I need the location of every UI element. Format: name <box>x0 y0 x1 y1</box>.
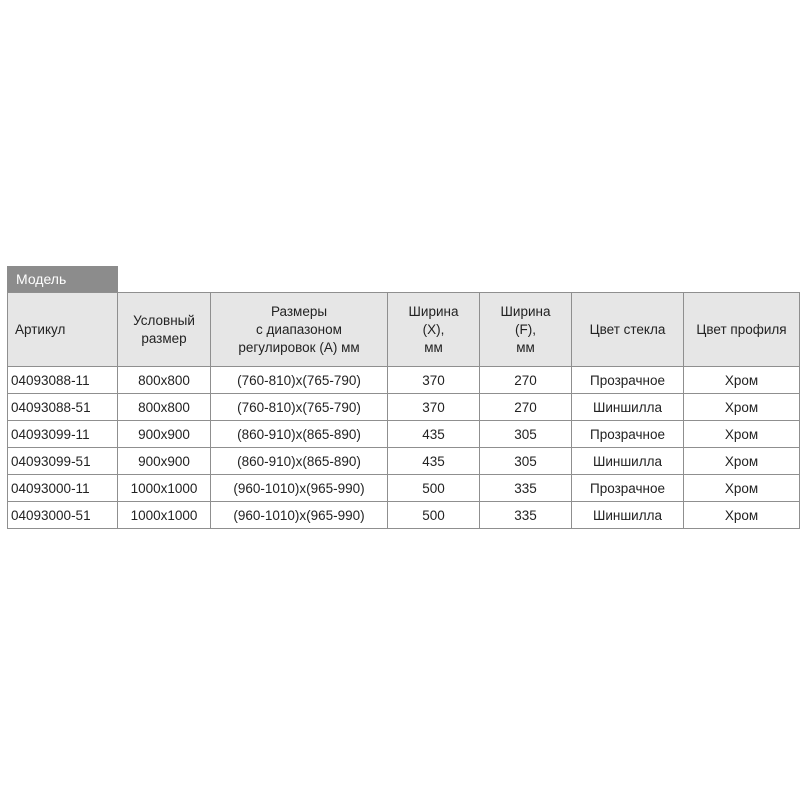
cell-width-f: 335 <box>480 502 572 529</box>
cell-range: (960-1010)x(965-990) <box>211 502 388 529</box>
cell-article: 04093099-51 <box>8 448 118 475</box>
cell-range: (860-910)x(865-890) <box>211 448 388 475</box>
cell-range: (960-1010)x(965-990) <box>211 475 388 502</box>
header-article <box>8 293 118 367</box>
cell-glass-color: Шиншилла <box>572 448 684 475</box>
cell-profile-color: Хром <box>684 475 800 502</box>
cell-article: 04093099-11 <box>8 421 118 448</box>
cell-article: 04093000-51 <box>8 502 118 529</box>
spec-table <box>7 292 800 529</box>
cell-glass-color: Прозрачное <box>572 421 684 448</box>
model-tab-label: Модель <box>7 266 118 293</box>
cell-glass-color: Прозрачное <box>572 367 684 394</box>
cell-range: (860-910)x(865-890) <box>211 421 388 448</box>
cell-width-x: 435 <box>388 421 480 448</box>
header-width-f-line-3: мм <box>516 339 535 355</box>
cell-size: 1000x1000 <box>118 475 211 502</box>
cell-size: 900x900 <box>118 448 211 475</box>
cell-width-f: 335 <box>480 475 572 502</box>
header-width-f-line-1: Ширина <box>500 303 551 319</box>
header-glass-color <box>572 293 684 367</box>
cell-profile-color: Хром <box>684 367 800 394</box>
header-width-f <box>480 293 572 367</box>
header-glass-color-label: Цвет стекла <box>589 321 666 337</box>
cell-profile-color: Хром <box>684 394 800 421</box>
table-row <box>8 475 800 502</box>
cell-size: 1000x1000 <box>118 502 211 529</box>
header-width-x-line-2: (X), <box>422 321 445 337</box>
table-row <box>8 421 800 448</box>
header-width-f-line-2: (F), <box>515 321 536 337</box>
cell-glass-color: Шиншилла <box>572 502 684 529</box>
cell-width-x: 500 <box>388 502 480 529</box>
table-row <box>8 502 800 529</box>
cell-width-f: 270 <box>480 394 572 421</box>
cell-article: 04093088-11 <box>8 367 118 394</box>
cell-range: (760-810)x(765-790) <box>211 367 388 394</box>
cell-article: 04093088-51 <box>8 394 118 421</box>
header-width-x <box>388 293 480 367</box>
cell-width-f: 305 <box>480 448 572 475</box>
header-row <box>8 293 800 367</box>
header-width-x-line-3: мм <box>424 339 443 355</box>
cell-width-x: 370 <box>388 394 480 421</box>
header-nominal-size-line-2: размер <box>141 330 187 346</box>
cell-width-x: 435 <box>388 448 480 475</box>
cell-profile-color: Хром <box>684 421 800 448</box>
cell-glass-color: Шиншилла <box>572 394 684 421</box>
cell-size: 900x900 <box>118 421 211 448</box>
cell-profile-color: Хром <box>684 502 800 529</box>
cell-width-x: 500 <box>388 475 480 502</box>
cell-size: 800x800 <box>118 367 211 394</box>
header-dimensions <box>211 293 388 367</box>
cell-width-f: 270 <box>480 367 572 394</box>
header-nominal-size-line-1: Условный <box>133 312 195 328</box>
cell-range: (760-810)x(765-790) <box>211 394 388 421</box>
header-width-x-line-1: Ширина <box>408 303 459 319</box>
cell-glass-color: Прозрачное <box>572 475 684 502</box>
header-dimensions-line-3: регулировок (А) мм <box>238 339 360 355</box>
table-row <box>8 367 800 394</box>
cell-width-f: 305 <box>480 421 572 448</box>
cell-width-x: 370 <box>388 367 480 394</box>
header-profile-color-label: Цвет профиля <box>696 321 787 337</box>
header-nominal-size <box>118 293 211 367</box>
cell-size: 800x800 <box>118 394 211 421</box>
table-row <box>8 394 800 421</box>
cell-article: 04093000-11 <box>8 475 118 502</box>
header-dimensions-line-1: Размеры <box>270 303 328 319</box>
header-article-label: Артикул <box>15 321 66 337</box>
header-profile-color <box>684 293 800 367</box>
cell-profile-color: Хром <box>684 448 800 475</box>
table-row <box>8 448 800 475</box>
header-dimensions-line-2: с диапазоном <box>256 321 342 337</box>
